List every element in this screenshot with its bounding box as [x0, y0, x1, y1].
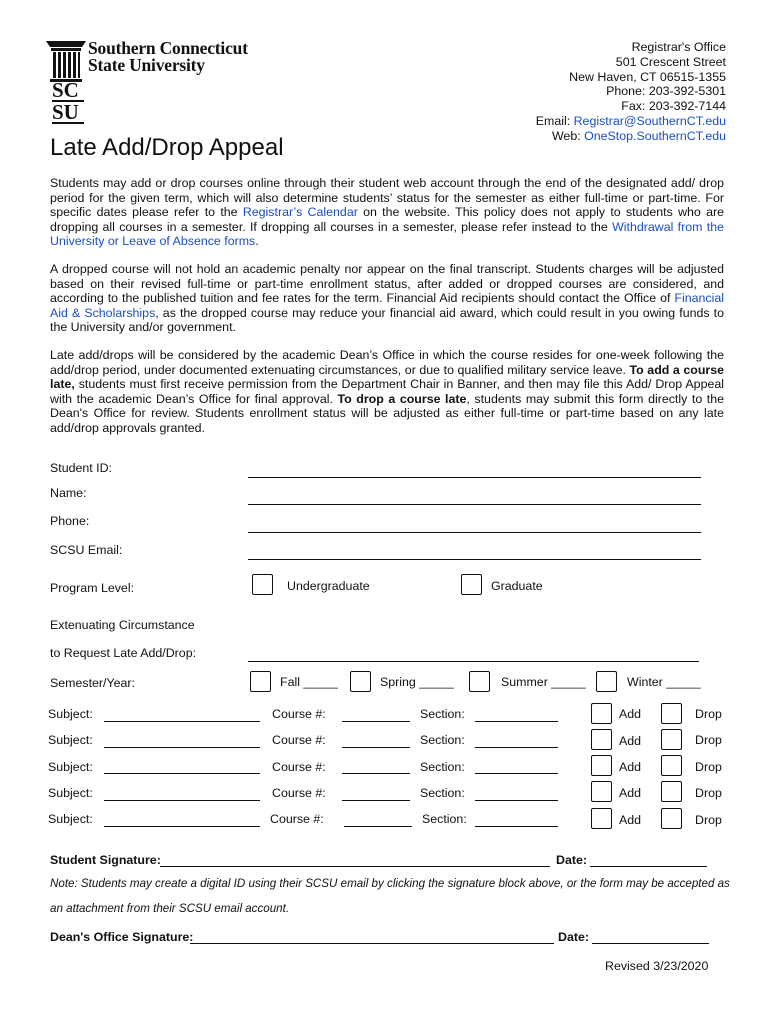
extenuating-circumstance-field[interactable] — [248, 661, 699, 662]
drop-checkbox[interactable] — [661, 781, 682, 802]
subject-label: Subject: — [48, 812, 93, 826]
scsu-email-label: SCSU Email: — [50, 543, 123, 557]
dean-signature-field[interactable] — [190, 943, 554, 944]
office-email — [536, 114, 726, 129]
semester-year-label: Semester/Year: — [50, 676, 135, 690]
summer-checkbox[interactable] — [469, 671, 490, 692]
para2-text-2: , as the dropped course may reduce your financial aid award, which could result in you owing funds to the University and/or government. — [50, 305, 724, 335]
email-link[interactable]: Registrar@SouthernCT.edu — [573, 113, 726, 128]
graduate-label: Graduate — [491, 579, 543, 593]
student-signature-label: Student Signature: — [50, 853, 161, 867]
para3-text-2: students must first receive permission from the Department Chair in Banner, and then may file this Add/ Drop Appeal with the academic Dean’s Office for final approval. — [50, 377, 724, 406]
logo-wordmark — [88, 40, 248, 74]
drop-label: Drop — [695, 733, 722, 747]
section-field[interactable] — [475, 721, 558, 722]
logo-monogram-1: SC — [52, 80, 84, 102]
subject-label: Subject: — [48, 760, 93, 774]
email-label: Email: — [535, 113, 574, 128]
student-id-label: Student ID: — [50, 461, 112, 475]
add-label: Add — [619, 707, 642, 721]
subject-field[interactable] — [104, 826, 260, 827]
digital-id-note: Note: Students may create a digital ID using their SCSU email by clicking the signature block above, or the form may be accepted as an attachment from their SCSU email account. — [50, 877, 730, 915]
university-logo — [44, 38, 259, 124]
drop-label: Drop — [695, 760, 722, 774]
name-field[interactable] — [248, 504, 701, 505]
spring-label: Spring _____ — [380, 675, 454, 689]
section-field[interactable] — [475, 747, 558, 748]
office-name: Registrar's Office — [631, 40, 726, 54]
course-number-label: Course #: — [272, 786, 326, 800]
section-label: Section: — [420, 733, 465, 747]
add-checkbox[interactable] — [591, 729, 612, 750]
drop-checkbox[interactable] — [661, 755, 682, 776]
page-title: Late Add/Drop Appeal — [50, 134, 284, 161]
section-field[interactable] — [475, 800, 558, 801]
name-label: Name: — [50, 486, 87, 500]
office-fax: Fax: 203-392-7144 — [621, 99, 726, 114]
student-id-field[interactable] — [248, 477, 701, 478]
street-address: 501 Crescent Street — [615, 54, 726, 69]
summer-label: Summer _____ — [501, 675, 586, 689]
drop-checkbox[interactable] — [661, 808, 682, 829]
undergraduate-label: Undergraduate — [287, 579, 370, 593]
add-label: Add — [619, 760, 642, 774]
graduate-checkbox[interactable] — [461, 574, 482, 595]
subject-label: Subject: — [48, 786, 93, 800]
subject-field[interactable] — [104, 773, 260, 774]
office-phone: Phone: 203-392-5301 — [606, 84, 726, 99]
web-label: Web: — [551, 128, 585, 143]
course-number-label: Course #: — [272, 760, 326, 774]
para1-text-3: . — [255, 234, 259, 249]
dean-signature-label: Dean's Office Signature: — [50, 930, 194, 944]
para2-text-1: A dropped course will not hold an academic penalty nor appear on the final transcript. Students charges will be adjusted based on their revised full-time or part-time enrollment status, after added or dropped courses are considered, and according to the published tuition and fee rates for the term. Financial Aid recipients should contact the Office of — [50, 262, 724, 306]
section-label: Section: — [420, 786, 465, 800]
phone-label: Phone: — [50, 514, 90, 528]
intro-paragraph — [50, 176, 724, 249]
late-add-drop-paragraph — [50, 348, 724, 436]
add-checkbox[interactable] — [591, 755, 612, 776]
add-label: Add — [619, 786, 642, 800]
logo-monogram-2: SU — [52, 102, 84, 124]
phone-field[interactable] — [248, 532, 701, 533]
section-label: Section: — [420, 707, 465, 721]
section-field[interactable] — [475, 773, 558, 774]
para1-text-2: on the website. This policy does not apply to students who are dropping all courses in a semester. If dropping all courses in a semester, please refer instead to the — [50, 205, 724, 234]
dean-date-field[interactable] — [592, 943, 709, 944]
course-number-field[interactable] — [344, 826, 412, 827]
course-number-field[interactable] — [342, 747, 410, 748]
add-label: Add — [619, 734, 642, 748]
undergraduate-checkbox[interactable] — [252, 574, 273, 595]
add-checkbox[interactable] — [591, 808, 612, 829]
extenuating-label-line2: to Request Late Add/Drop: — [50, 646, 197, 660]
drop-label: Drop — [695, 813, 722, 827]
section-label: Section: — [422, 812, 467, 826]
student-date-label: Date: — [556, 853, 587, 867]
city-address: New Haven, CT 06515-1355 — [569, 69, 726, 84]
student-date-field[interactable] — [590, 866, 707, 867]
course-number-label: Course #: — [272, 707, 326, 721]
section-label: Section: — [420, 760, 465, 774]
penalty-paragraph — [50, 262, 724, 335]
subject-label: Subject: — [48, 733, 93, 747]
logo-monogram — [52, 80, 84, 124]
para1-text-1: Students may add or drop courses online through their student web account through the end of the designated add/ drop period for the given term, which will also determine students’ status for the semester as either full-time or part-time. For specific dates please refer to the — [50, 176, 724, 220]
extenuating-label-line1: Extenuating Circumstance — [50, 618, 195, 632]
para3-text-3: , students may submit this form directly to the Dean's Office for review. Students enrollment status will be adjusted as either full-time or part-time based on any late add/drop approvals granted. — [50, 391, 725, 435]
revised-date: Revised 3/23/2020 — [605, 959, 709, 973]
section-field[interactable] — [475, 826, 558, 827]
para3-bold-1: To add a course late, — [50, 362, 724, 392]
student-signature-field[interactable] — [160, 866, 550, 867]
add-checkbox[interactable] — [591, 703, 612, 724]
logo-line-1: Southern Connecticut — [88, 38, 248, 58]
scsu-email-field[interactable] — [248, 559, 701, 560]
course-number-label: Course #: — [272, 733, 326, 747]
drop-label: Drop — [695, 786, 722, 800]
registrar-calendar-link[interactable]: Registrar’s Calendar — [242, 205, 358, 220]
subject-label: Subject: — [48, 707, 93, 721]
registrar-address — [536, 40, 726, 144]
withdrawal-forms-link[interactable]: Withdrawal from the University or Leave of Absence forms — [50, 219, 724, 249]
logo-line-2: State University — [88, 55, 205, 75]
para3-text-1: Late add/drops will be considered by the academic Dean’s Office in which the course resides for one-week following the add/drop period, under documented extenuating circumstances, or due to qualified military service leave. — [50, 348, 724, 377]
drop-checkbox[interactable] — [661, 729, 682, 750]
para3-bold-2: To drop a course late — [337, 391, 467, 406]
course-number-label: Course #: — [270, 812, 324, 826]
subject-field[interactable] — [104, 800, 260, 801]
fall-label: Fall _____ — [280, 675, 338, 689]
office-web — [536, 129, 726, 144]
web-link[interactable]: OneStop.SouthernCT.edu — [584, 128, 726, 143]
fall-checkbox[interactable] — [250, 671, 271, 692]
subject-field[interactable] — [104, 721, 260, 722]
drop-label: Drop — [695, 707, 722, 721]
drop-checkbox[interactable] — [661, 703, 682, 724]
winter-checkbox[interactable] — [596, 671, 617, 692]
course-number-field[interactable] — [342, 800, 410, 801]
add-checkbox[interactable] — [591, 781, 612, 802]
course-number-field[interactable] — [342, 721, 410, 722]
course-number-field[interactable] — [342, 773, 410, 774]
program-level-label: Program Level: — [50, 581, 135, 595]
financial-aid-link[interactable]: Financial Aid & Scholarships — [50, 291, 724, 320]
dean-date-label: Date: — [558, 930, 589, 944]
spring-checkbox[interactable] — [350, 671, 371, 692]
subject-field[interactable] — [104, 747, 260, 748]
add-label: Add — [619, 813, 642, 827]
winter-label: Winter _____ — [627, 675, 701, 689]
